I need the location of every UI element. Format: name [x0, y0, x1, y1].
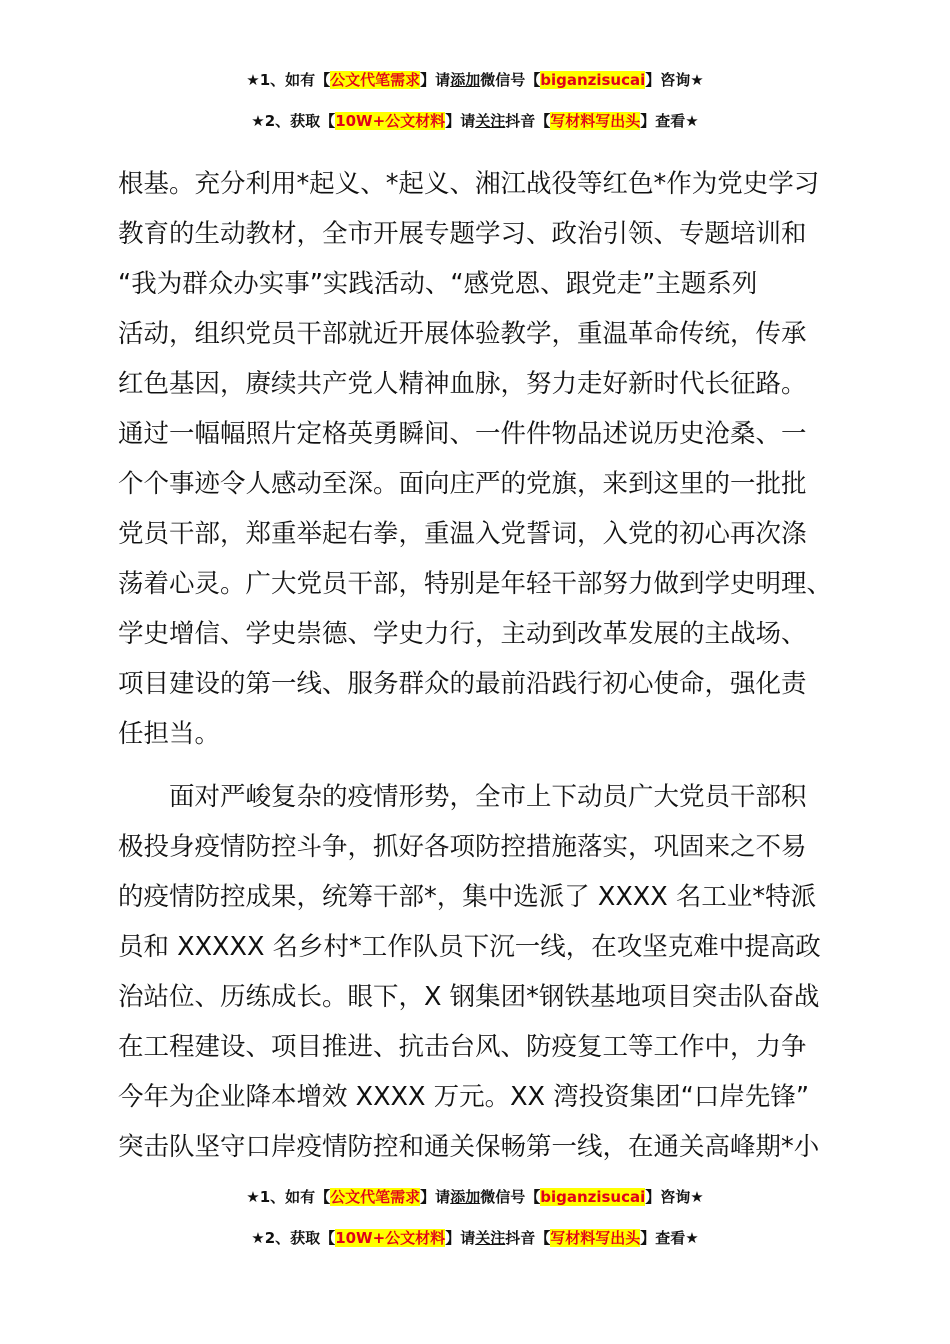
banner-highlight-service: 公文代笔需求	[330, 1188, 421, 1206]
banner-text: 】请	[420, 71, 451, 89]
text-line: 根基。充分利用*起义、*起义、湘江战役等红色*作为党史学习	[118, 169, 820, 199]
banner-emphasis: 关注	[475, 1229, 506, 1247]
banner-text: 抖音【	[505, 1229, 551, 1247]
text-line: “我为群众办实事”实践活动、“感党恩、跟党走”主题系列	[118, 269, 758, 299]
banner-text: 微信号【	[480, 1188, 541, 1206]
text-line: 面对严峻复杂的疫情形势，全市上下动员广大党员干部积	[118, 782, 807, 812]
text-line: 个个事迹令人感动至深。面向庄严的党旗，来到这里的一批批	[118, 469, 807, 499]
text-line: 红色基因，赓续共产党人精神血脉，努力走好新时代长征路。	[118, 369, 807, 399]
banner-emphasis: 添加	[450, 1188, 481, 1206]
text-line: 活动，组织党员干部就近开展体验教学，重温革命传统，传承	[118, 319, 807, 349]
text-line: 党员干部，郑重举起右拳，重温入党誓词，入党的初心再次涤	[118, 519, 807, 549]
banner-highlight-wechat-id: biganzisucai	[540, 71, 646, 89]
banner-highlight-douyin-account: 写材料写出头	[550, 1229, 641, 1247]
banner-highlight-materials: 10W+公文材料	[335, 112, 446, 130]
promo-banner-bottom-line-2	[0, 1227, 950, 1249]
banner-prefix: ★1、如有【	[246, 1188, 331, 1206]
paragraph-1	[118, 159, 878, 759]
banner-text: 微信号【	[480, 71, 541, 89]
banner-prefix: ★2、获取【	[251, 112, 336, 130]
banner-prefix: ★2、获取【	[251, 1229, 336, 1247]
banner-text: 】请	[445, 1229, 476, 1247]
text-line: 在工程建设、项目推进、抗击台风、防疫复工等工作中，力争	[118, 1032, 807, 1062]
banner-highlight-service: 公文代笔需求	[330, 71, 421, 89]
banner-suffix: 】咨询★	[645, 1188, 704, 1206]
text-line: 员和 XXXXX 名乡村*工作队员下沉一线，在攻坚克难中提高政	[118, 932, 821, 962]
banner-emphasis: 关注	[475, 112, 506, 130]
banner-text: 抖音【	[505, 112, 551, 130]
text-line: 治站位、历练成长。眼下，X 钢集团*钢铁基地项目突击队奋战	[118, 982, 820, 1012]
text-line: 荡着心灵。广大党员干部，特别是年轻干部努力做到学史明理、	[118, 569, 833, 599]
banner-text: 】请	[420, 1188, 451, 1206]
text-line: 极投身疫情防控斗争，抓好各项防控措施落实，巩固来之不易	[118, 832, 807, 862]
banner-suffix: 】查看★	[640, 1229, 699, 1247]
paragraph-2	[118, 772, 878, 1172]
banner-suffix: 】咨询★	[645, 71, 704, 89]
text-line: 的疫情防控成果，统筹干部*，集中选派了 XXXX 名工业*特派	[118, 882, 817, 912]
banner-highlight-douyin-account: 写材料写出头	[550, 112, 641, 130]
banner-highlight-materials: 10W+公文材料	[335, 1229, 446, 1247]
banner-highlight-wechat-id: biganzisucai	[540, 1188, 646, 1206]
text-line: 通过一幅幅照片定格英勇瞬间、一件件物品述说历史沧桑、一	[118, 419, 807, 449]
text-line: 教育的生动教材，全市开展专题学习、政治引领、专题培训和	[118, 219, 807, 249]
banner-prefix: ★1、如有【	[246, 71, 331, 89]
promo-banner-top-line-1	[0, 69, 950, 91]
text-line: 项目建设的第一线、服务群众的最前沿践行初心使命，强化责	[118, 669, 807, 699]
text-line: 今年为企业降本增效 XXXX 万元。XX 湾投资集团“口岸先锋”	[118, 1082, 810, 1112]
banner-suffix: 】查看★	[640, 112, 699, 130]
promo-banner-bottom-line-1	[0, 1186, 950, 1208]
text-line: 突击队坚守口岸疫情防控和通关保畅第一线，在通关高峰期*小	[118, 1132, 820, 1162]
text-line: 学史增信、学史崇德、学史力行，主动到改革发展的主战场、	[118, 619, 807, 649]
banner-emphasis: 添加	[450, 71, 481, 89]
promo-banner-top-line-2	[0, 110, 950, 132]
banner-text: 】请	[445, 112, 476, 130]
text-line: 任担当。	[118, 719, 221, 749]
